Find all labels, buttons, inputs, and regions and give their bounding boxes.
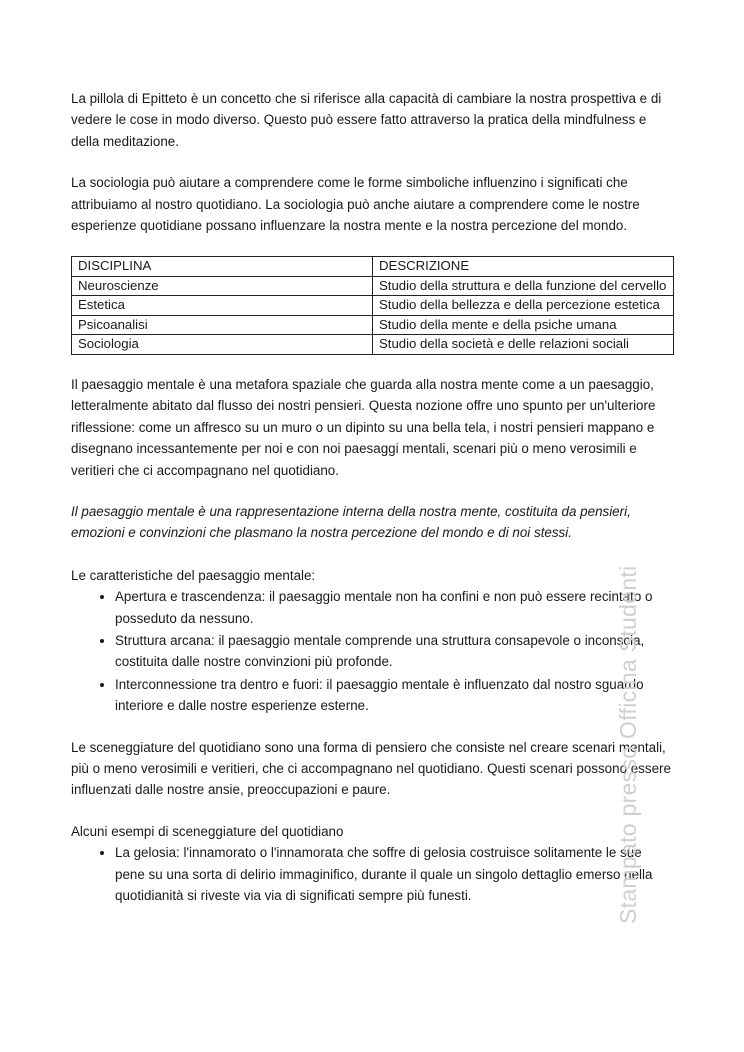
table-cell: Psicoanalisi (72, 315, 373, 335)
table-cell: Neuroscienze (72, 276, 373, 296)
list-item: • Apertura e trascendenza: il paesaggio mentale non ha confini e non può essere recintato o posseduto da nessuno. (115, 586, 675, 629)
table-cell: Studio della struttura e della funzione del cervello (373, 276, 674, 296)
paragraph-sceneggiature: Le sceneggiature del quotidiano sono una forma di pensiero che consiste nel creare scenari mentali, più o meno verosimili e veritieri, che ci accompagnano nel quotidiano. Questi scenari possono essere influenzati dalle nostre ansie, preoccupazioni e paure. (71, 739, 671, 798)
table-row (72, 296, 674, 316)
list-item: • Interconnessione tra dentro e fuori: il paesaggio mentale è influenzato dal nostro sguardo interiore e dalle nostre esperienze esterne. (115, 674, 675, 717)
table-row (72, 335, 674, 355)
list-intro-caratteristiche: Le caratteristiche del paesaggio mentale: (71, 567, 316, 583)
paragraph-paesaggio-mentale: Il paesaggio mentale è una metafora spaziale che guarda alla nostra mente come a un paesaggio, letteralmente abitato dal flusso dei nostri pensieri. Questa nozione offre uno spunto per un'ulteriore riflessione: come un affresco su un muro o un dipinto su una bella tela, i nostri pensieri mappano e disegnano incessantemente per noi e con noi paesaggi mentali, scenari più o meno verosimili e veritieri che ci accompagnano nel quotidiano. (71, 376, 656, 478)
list-intro-esempi: Alcuni esempi di sceneggiature del quotidiano (71, 823, 344, 839)
table-cell: Sociologia (72, 335, 373, 355)
paragraph-epitteto: La pillola di Epitteto è un concetto che si riferisce alla capacità di cambiare la nostra prospettiva e di vedere le cose in modo diverso. Questo può essere fatto attraverso la pratica della mindfulness e della meditazione. (71, 91, 662, 149)
disciplines-table (71, 256, 674, 355)
table-row (72, 276, 674, 296)
table-row (72, 315, 674, 335)
watermark-text: Stampato presso Officina Studenti (615, 565, 641, 924)
table-header-cell: DISCIPLINA (72, 257, 373, 277)
paragraph-definizione-italic: Il paesaggio mentale è una rappresentazione interna della nostra mente, costituita da pensieri, emozioni e convinzioni che plasmano la nostra percezione del mondo e di noi stessi. (71, 503, 631, 541)
table-cell: Studio della società e delle relazioni sociali (373, 335, 674, 355)
list-item: • La gelosia: l'innamorato o l'innamorata che soffre di gelosia costruisce solitamente le sue pene su una sorta di delirio immaginifico, durante il quale un singolo dettaglio emerso nella quotidianità si riveste via via di significati sempre più funesti. (115, 842, 675, 906)
table-cell: Studio della mente e della psiche umana (373, 315, 674, 335)
table-header-cell: DESCRIZIONE (373, 257, 674, 277)
table-cell: Studio della bellezza e della percezione estetica (373, 296, 674, 316)
esempi-list (71, 842, 675, 906)
table-header-row (72, 257, 674, 277)
paragraph-sociologia: La sociologia può aiutare a comprendere come le forme simboliche influenzino i significati che attribuiamo al nostro quotidiano. La sociologia può anche aiutare a comprendere come le nostre esperienze quotidiane possano influenzare la nostra mente e la nostra percezione del mondo. (71, 175, 640, 234)
table-cell: Estetica (72, 296, 373, 316)
document-page (71, 88, 675, 907)
caratteristiche-list (71, 586, 675, 716)
list-item: • Struttura arcana: il paesaggio mentale comprende una struttura consapevole o inconscia, costituita dalle nostre convinzioni più profonde. (115, 630, 675, 673)
